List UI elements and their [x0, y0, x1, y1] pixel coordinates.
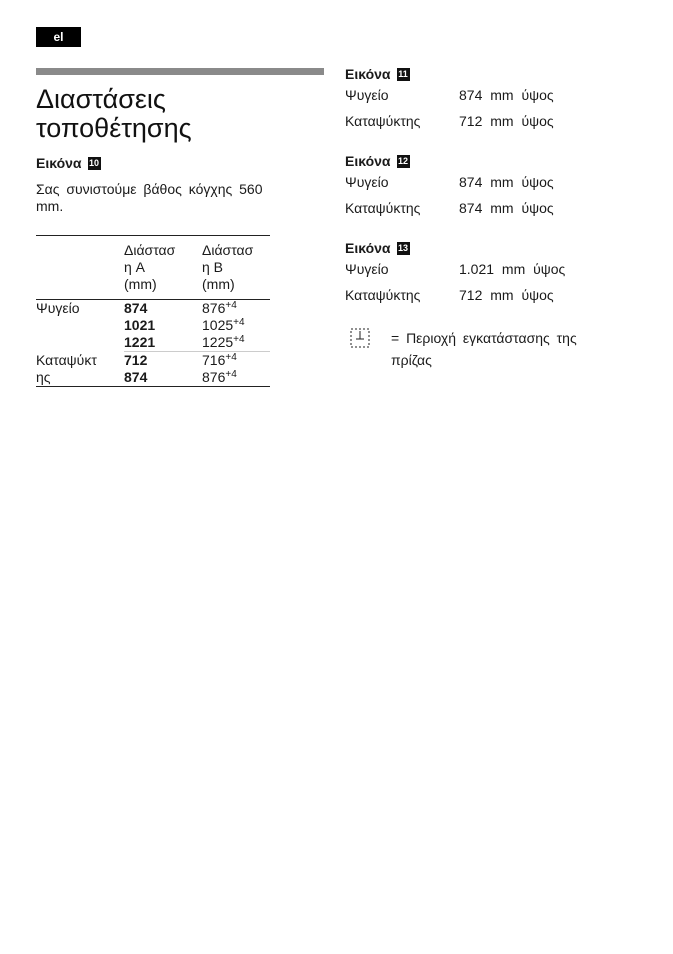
socket-area-icon	[349, 327, 371, 349]
fig12-freezer-row: Καταψύκτης 874 mm ύψος	[345, 200, 554, 216]
fig11-freezer-row: Καταψύκτης 712 mm ύψος	[345, 113, 554, 129]
figure-11-section	[345, 66, 625, 134]
legend-text: = Περιοχή εγκατάστασης της πρίζας	[391, 330, 577, 368]
title-line-1: Διαστάσεις	[36, 84, 166, 114]
fig13-freezer-row: Καταψύκτης 712 mm ύψος	[345, 287, 554, 303]
figure-number-badge: 12	[398, 155, 409, 166]
fig13-fridge-row: Ψυγείο 1.021 mm ύψος	[345, 261, 566, 277]
header-dimension-a: Διάστασ η A (mm)	[124, 236, 202, 300]
figure-number-badge: 13	[398, 242, 409, 253]
fridge-dim-b: $876^{+4}$ $1025^{+4}$ $1225^{+4}$	[202, 300, 270, 352]
freezer-dim-b: $716^{+4}$ $876^{+4}$	[202, 352, 270, 387]
figure-11-heading: Εικόνα 11	[345, 66, 408, 82]
figure-13-section	[345, 240, 625, 308]
fig12-fridge-row: Ψυγείο 874 mm ύψος	[345, 174, 554, 190]
section-rule	[36, 68, 324, 75]
page-title	[36, 85, 326, 143]
fridge-label: Ψυγείο	[36, 300, 80, 316]
fridge-dim-a: 874 1021 1221	[124, 300, 202, 352]
figure-12-section	[345, 153, 625, 221]
figure-10-heading	[36, 155, 326, 171]
socket-legend	[345, 327, 625, 371]
fig11-fridge-row: Ψυγείο 874 mm ύψος	[345, 87, 554, 103]
language-tab: el	[36, 27, 81, 47]
header-empty	[36, 236, 124, 300]
figure-number-badge: 10	[89, 157, 100, 168]
right-column	[345, 66, 625, 371]
header-dimension-b: Διάστασ η B (mm)	[202, 236, 270, 300]
left-column	[36, 68, 326, 387]
figure-13-heading: Εικόνα 13	[345, 240, 409, 256]
figure-label: Εικόνα	[36, 155, 82, 171]
figure-number-badge: 11	[398, 68, 408, 79]
freezer-label: Καταψύκτ ης	[36, 352, 124, 387]
intro-text: Σας συνιστούμε βάθος κόγχης 560 mm.	[36, 181, 263, 214]
figure-12-heading: Εικόνα 12	[345, 153, 409, 169]
freezer-dim-a: 712 874	[124, 352, 202, 387]
dimensions-table	[36, 235, 270, 387]
title-line-2: τοποθέτησης	[36, 113, 192, 143]
table-row-freezer	[36, 352, 270, 387]
table-row-fridge	[36, 300, 270, 352]
table-header-row	[36, 236, 270, 300]
